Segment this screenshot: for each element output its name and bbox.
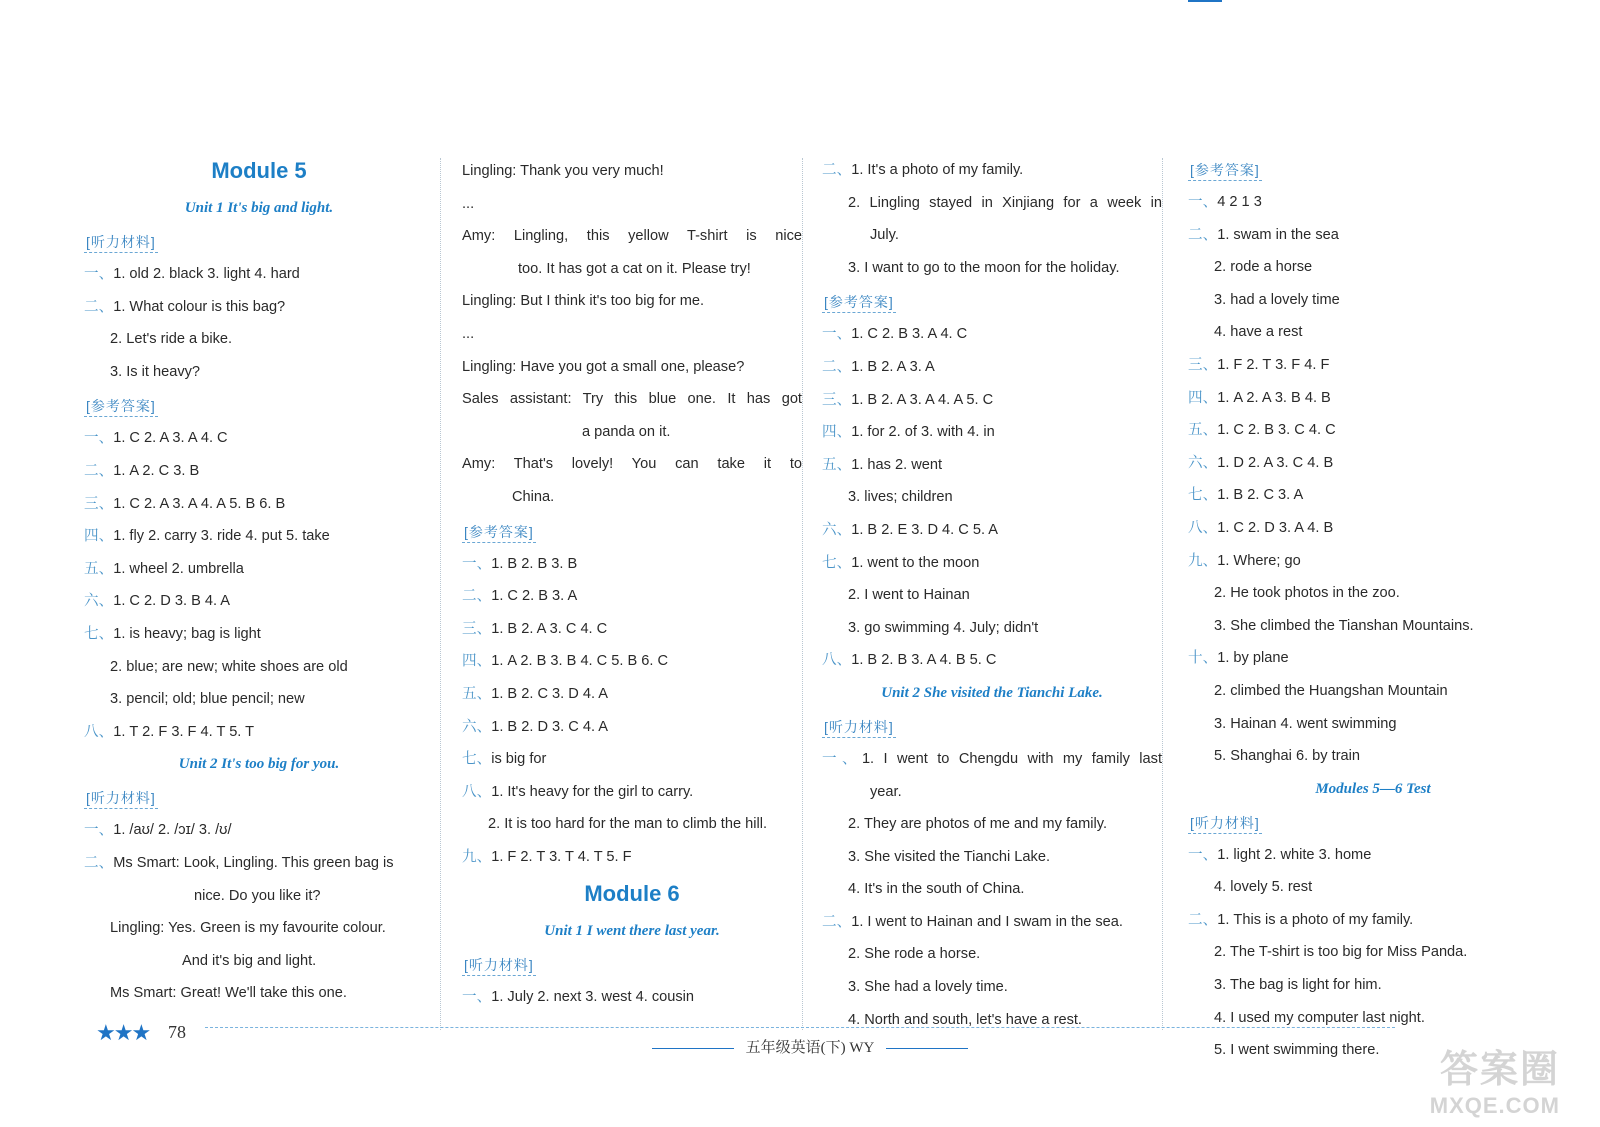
answer-line: 2. rode a horse [1214,259,1313,276]
page-number: 78 [168,1022,186,1042]
footer-rule-left [652,1048,734,1049]
answer-line: 3. go swimming 4. July; didn't [848,619,1039,636]
answer-line: 二、1. I went to Hainan and I swam in the sea. [822,913,1123,930]
answer-line: 四、1. fly 2. carry 3. ride 4. put 5. take [84,528,330,545]
answer-line: 一、1. July 2. next 3. west 4. cousin [462,989,694,1006]
answer-line: 六、1. D 2. A 3. C 4. B [1188,454,1334,471]
answer-line: 一、1. old 2. black 3. light 4. hard [84,266,300,282]
answer-line: 六、1. C 2. D 3. B 4. A [84,593,231,610]
footer-divider [205,1027,1395,1028]
answer-line: 2. Lingling stayed in Xinjiang for a week in [848,194,1162,211]
answer-line: 一、1. /aʊ/ 2. /ɔɪ/ 3. /ʊ/ [84,822,232,839]
dialogue-line: China. [512,488,555,505]
answer-line: 八、1. It's heavy for the girl to carry. [462,783,694,800]
answer-line: year. [870,783,902,800]
section-heading-answers: [ 参考答案 ] [1188,160,1262,181]
section-heading-answers: [ 参考答案 ] [822,292,896,313]
column-divider [1162,158,1163,1030]
answer-line: 八、1. C 2. D 3. A 4. B [1188,519,1334,536]
answer-line: 一、1. light 2. white 3. home [1188,846,1372,863]
dialogue-line: Lingling: Yes. Green is my favourite colour. [110,920,386,937]
module-title: Module 6 [584,881,680,907]
answer-line: 4. I used my computer last night. [1214,1009,1425,1026]
unit-title: Unit 2 It's too big for you. [178,756,340,773]
section-heading-listening: [ 听力材料 ] [84,232,158,253]
dialogue-line: nice. Do you like it? [194,887,321,904]
answer-line: 3. She had a lovely time. [848,979,1008,996]
section-heading-listening: [ 听力材料 ] [84,788,158,809]
dialogue-line: a panda on it. [582,423,671,440]
answer-line: 六、1. B 2. E 3. D 4. C 5. A [822,521,999,538]
column-2 [462,163,802,1022]
answer-line: 二、1. swam in the sea [1188,226,1339,243]
answer-line: 六、1. B 2. D 3. C 4. A [462,718,609,735]
module-title: Module 5 [211,158,307,183]
answer-line: 五、1. B 2. C 3. D 4. A [462,685,609,702]
dialogue-line: Lingling: Have you got a small one, please? [462,358,745,375]
answer-line: 二、1. A 2. C 3. B [84,462,200,479]
column-divider [440,158,441,1030]
answer-line: 八、1. T 2. F 3. F 4. T 5. T [84,723,255,740]
dialogue-line: ... [462,195,475,212]
answer-line: 4. lovely 5. rest [1214,879,1313,896]
answer-line: July. [870,227,899,244]
answer-line: 二、1. This is a photo of my family. [1188,911,1414,928]
answer-line: 一、1. I went to Chengdu with my family last [822,750,1162,767]
answer-line: 二、1. What colour is this bag? [84,298,286,315]
column-3 [822,162,1162,1044]
test-title: Modules 5—6 Test [1315,780,1431,797]
answer-line: 5. Shanghai 6. by train [1214,748,1361,765]
answer-line: 四、1. for 2. of 3. with 4. in [822,424,995,441]
dialogue-line: 二、Ms Smart: Look, Lingling. This green bag is [84,854,394,871]
section-heading-listening: [ 听力材料 ] [462,955,536,976]
column-1 [84,150,434,1018]
answer-line: 2. It is too hard for the man to climb the hill. [488,816,768,833]
answer-line: 5. I went swimming there. [1214,1042,1380,1059]
answer-line: 二、1. It's a photo of my family. [822,162,1024,178]
column-divider [802,158,803,1030]
answer-line: 十、1. by plane [1188,650,1289,667]
answer-line: 四、1. A 2. B 3. B 4. C 5. B 6. C [462,653,669,670]
answer-line: 一、4 2 1 3 [1188,194,1262,210]
star-icons: ★★★ [96,1020,150,1045]
answer-line: 三、1. C 2. A 3. A 4. A 5. B 6. B [84,495,286,512]
dialogue-line: ... [462,325,475,342]
answer-line: 2. He took photos in the zoo. [1214,585,1400,602]
answer-line: 二、1. C 2. B 3. A [462,588,578,605]
top-edge-mark [1188,0,1222,2]
dialogue-line: Lingling: But I think it's too big for me. [462,293,705,310]
answer-line: 3. She climbed the Tianshan Mountains. [1214,617,1474,634]
answer-line: 2. I went to Hainan [848,587,970,604]
dialogue-line: Lingling: Thank you very much! [462,163,664,179]
answer-line: 3. pencil; old; blue pencil; new [110,691,305,708]
answer-line: 一、1. B 2. B 3. B [462,555,578,572]
dialogue-line: Amy: That's lovely! You can take it to [462,456,802,473]
footer-rule-right [886,1048,968,1049]
answer-line: 九、1. Where; go [1188,552,1301,569]
answer-line: 四、1. A 2. A 3. B 4. B [1188,389,1331,406]
answer-line: 3. Is it heavy? [110,363,201,380]
answer-line: 2. They are photos of me and my family. [848,816,1108,833]
answer-line: 八、1. B 2. B 3. A 4. B 5. C [822,652,997,669]
answer-line: 九、1. F 2. T 3. T 4. T 5. F [462,848,632,865]
watermark-logo [1430,1038,1560,1119]
answer-line: 2. She rode a horse. [848,946,981,963]
book-title-text: 五年级英语(下) WY [745,1040,875,1056]
answer-line: 2. The T-shirt is too big for Miss Panda. [1214,944,1468,961]
answer-line: 一、1. C 2. B 3. A 4. C [822,326,968,343]
answer-line: 五、1. wheel 2. umbrella [84,560,244,577]
answer-line: 2. Let's ride a bike. [110,331,233,348]
dialogue-line: And it's big and light. [182,952,317,969]
answer-line: 二、1. B 2. A 3. A [822,358,935,375]
watermark-text: 答案圈 [1439,1049,1560,1091]
answer-line: 3. She visited the Tianchi Lake. [848,848,1051,865]
dialogue-line: Sales assistant: Try this blue one. It has got [462,391,802,408]
answer-line: 一、1. C 2. A 3. A 4. C [84,430,228,447]
answer-line: 三、1. F 2. T 3. F 4. F [1188,356,1330,373]
answer-line: 七、is big for [462,751,547,768]
column-4 [1188,160,1518,1075]
answer-line: 3. Hainan 4. went swimming [1214,715,1397,732]
answer-line: 2. climbed the Huangshan Mountain [1214,682,1448,699]
answer-line: 4. have a rest [1214,324,1303,341]
unit-title: Unit 1 It's big and light. [184,200,334,216]
section-heading-answers: [ 参考答案 ] [462,522,536,543]
answer-line: 3. I want to go to the moon for the holiday. [848,259,1120,276]
answer-line: 五、1. has 2. went [822,456,943,473]
answer-line: 三、1. B 2. A 3. C 4. C [462,620,608,637]
answer-line: 三、1. B 2. A 3. A 4. A 5. C [822,391,994,408]
answer-line: 4. It's in the south of China. [848,881,1025,898]
answer-line: 3. The bag is light for him. [1214,977,1382,994]
dialogue-line: Amy: Lingling, this yellow T-shirt is nice [462,228,802,245]
answer-line: 4. North and south, let's have a rest. [848,1011,1082,1028]
answer-line: 3. had a lovely time [1214,291,1340,308]
section-heading-answers: [ 参考答案 ] [84,396,158,417]
unit-title: Unit 1 I went there last year. [544,923,720,940]
dialogue-line: too. It has got a cat on it. Please try! [518,260,751,277]
answer-line: 2. blue; are new; white shoes are old [110,658,348,675]
answer-line: 七、1. went to the moon [822,554,980,571]
answer-line: 五、1. C 2. B 3. C 4. C [1188,422,1336,439]
unit-title: Unit 2 She visited the Tianchi Lake. [881,684,1103,701]
section-heading-listening: [ 听力材料 ] [1188,813,1262,834]
answer-line: 七、1. is heavy; bag is light [84,625,261,642]
watermark-url: MXQE.COM [1429,1093,1560,1118]
answer-line: 七、1. B 2. C 3. A [1188,487,1304,504]
answer-line: 3. lives; children [848,489,953,506]
section-heading-listening: [ 听力材料 ] [822,717,896,738]
book-title [620,1036,1000,1057]
dialogue-line: Ms Smart: Great! We'll take this one. [110,985,347,1002]
